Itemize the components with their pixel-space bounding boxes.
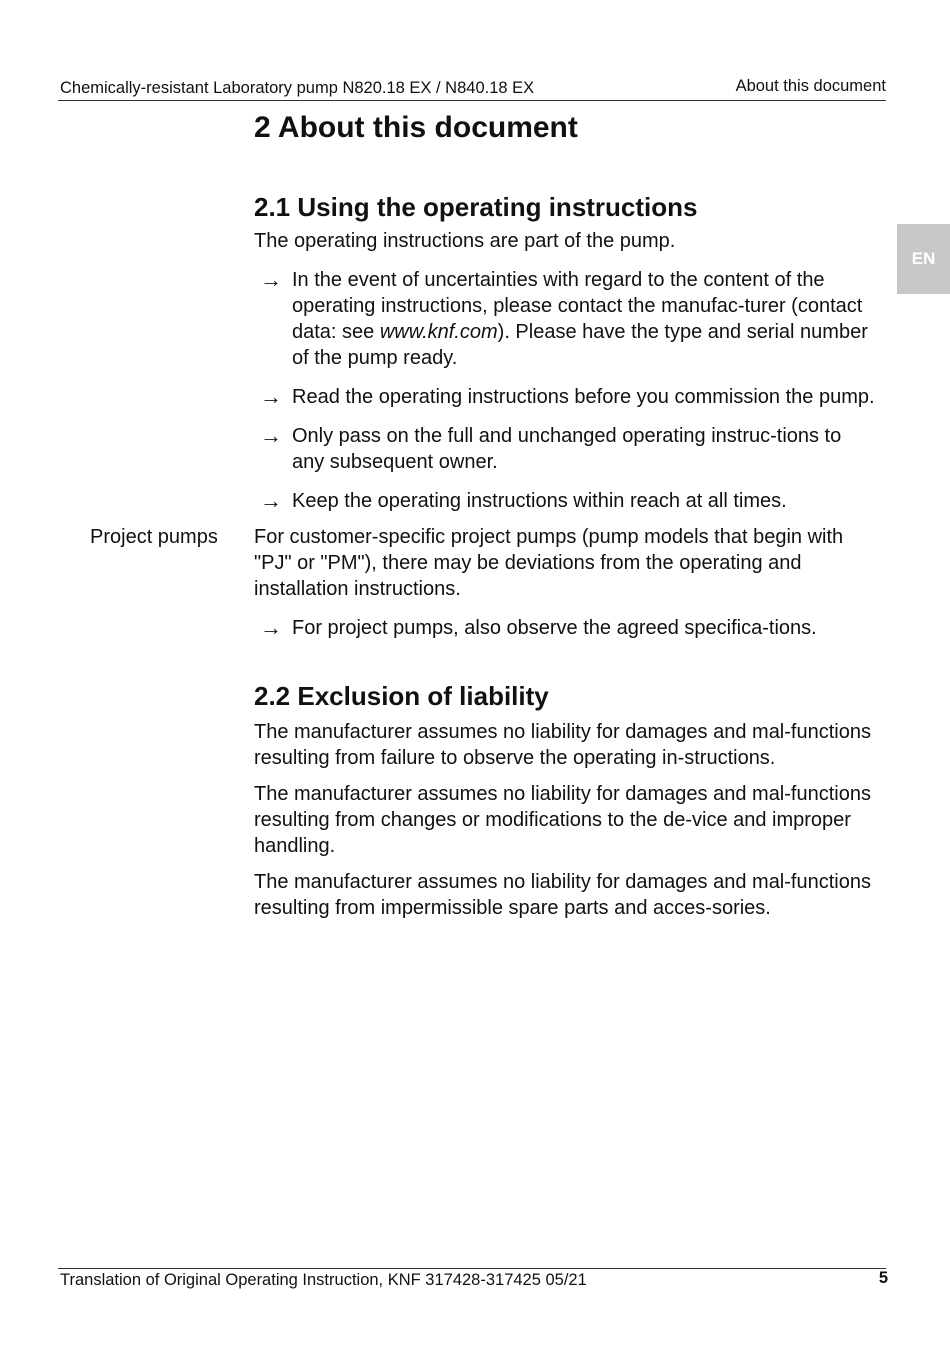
arrow-right-icon: → <box>260 423 282 448</box>
running-header-title: Chemically-resistant Laboratory pump N820.18 EX / N840.18 EX <box>60 79 535 97</box>
section-title-2-1: 2.1 Using the operating instructions <box>254 192 698 222</box>
instruction-bullet <box>254 267 879 371</box>
liability-paragraph: The manufacturer assumes no liability for damages and mal-functions resulting from impermissible spare parts and acces-sories. <box>254 871 871 919</box>
page-number: 5 <box>878 1269 888 1287</box>
footer-divider <box>58 1268 886 1269</box>
liability-paragraph: The manufacturer assumes no liability for damages and mal-functions resulting from changes or modifications to the de-vice and improper handling. <box>254 783 871 857</box>
liability-paragraph: The manufacturer assumes no liability for damages and mal-functions resulting from failure to observe the operating in-structions. <box>254 721 871 769</box>
project-pumps-text: For customer-specific project pumps (pump models that begin with "PJ" or "PM"), there may be deviations from the operating and installation instructions. <box>254 526 844 600</box>
bullet-text: Read the operating instructions before you commission the pump. <box>292 386 875 408</box>
margin-label: Project pumps <box>90 526 218 548</box>
bullet-text: For project pumps, also observe the agreed specifica-tions. <box>292 617 817 639</box>
bullet-text: Keep the operating instructions within reach at all times. <box>292 490 787 512</box>
page-content <box>90 106 879 931</box>
arrow-right-icon: → <box>260 615 282 640</box>
arrow-right-icon: → <box>260 384 282 409</box>
language-tab: EN <box>897 224 950 294</box>
footer-document-info: Translation of Original Operating Instruction, KNF 317428-317425 05/21 <box>60 1271 587 1289</box>
arrow-right-icon: → <box>260 488 282 513</box>
instruction-bullet <box>254 488 879 514</box>
section-title-2-2: 2.2 Exclusion of liability <box>254 681 549 711</box>
instruction-bullet <box>254 615 879 641</box>
chapter-title: 2 About this document <box>254 111 578 144</box>
arrow-right-icon: → <box>260 267 282 292</box>
section-intro: The operating instructions are part of the pump. <box>254 230 676 252</box>
instruction-bullet <box>254 423 879 475</box>
bullet-text-before-link: In the event of uncertainties with regard to the content of the operating instructions, please contact the manufac-turer (contact data: see <box>292 269 863 343</box>
instruction-bullet <box>254 384 879 410</box>
website-link[interactable]: www.knf.com <box>379 321 498 343</box>
running-header-section: About this document <box>735 77 886 95</box>
bullet-text-after-link: ). Please have the type and serial number of the pump ready. <box>292 321 868 369</box>
header-divider <box>58 100 886 101</box>
bullet-text: Only pass on the full and unchanged operating instruc-tions to any subsequent owner. <box>292 425 842 473</box>
project-pumps-note <box>90 524 879 602</box>
